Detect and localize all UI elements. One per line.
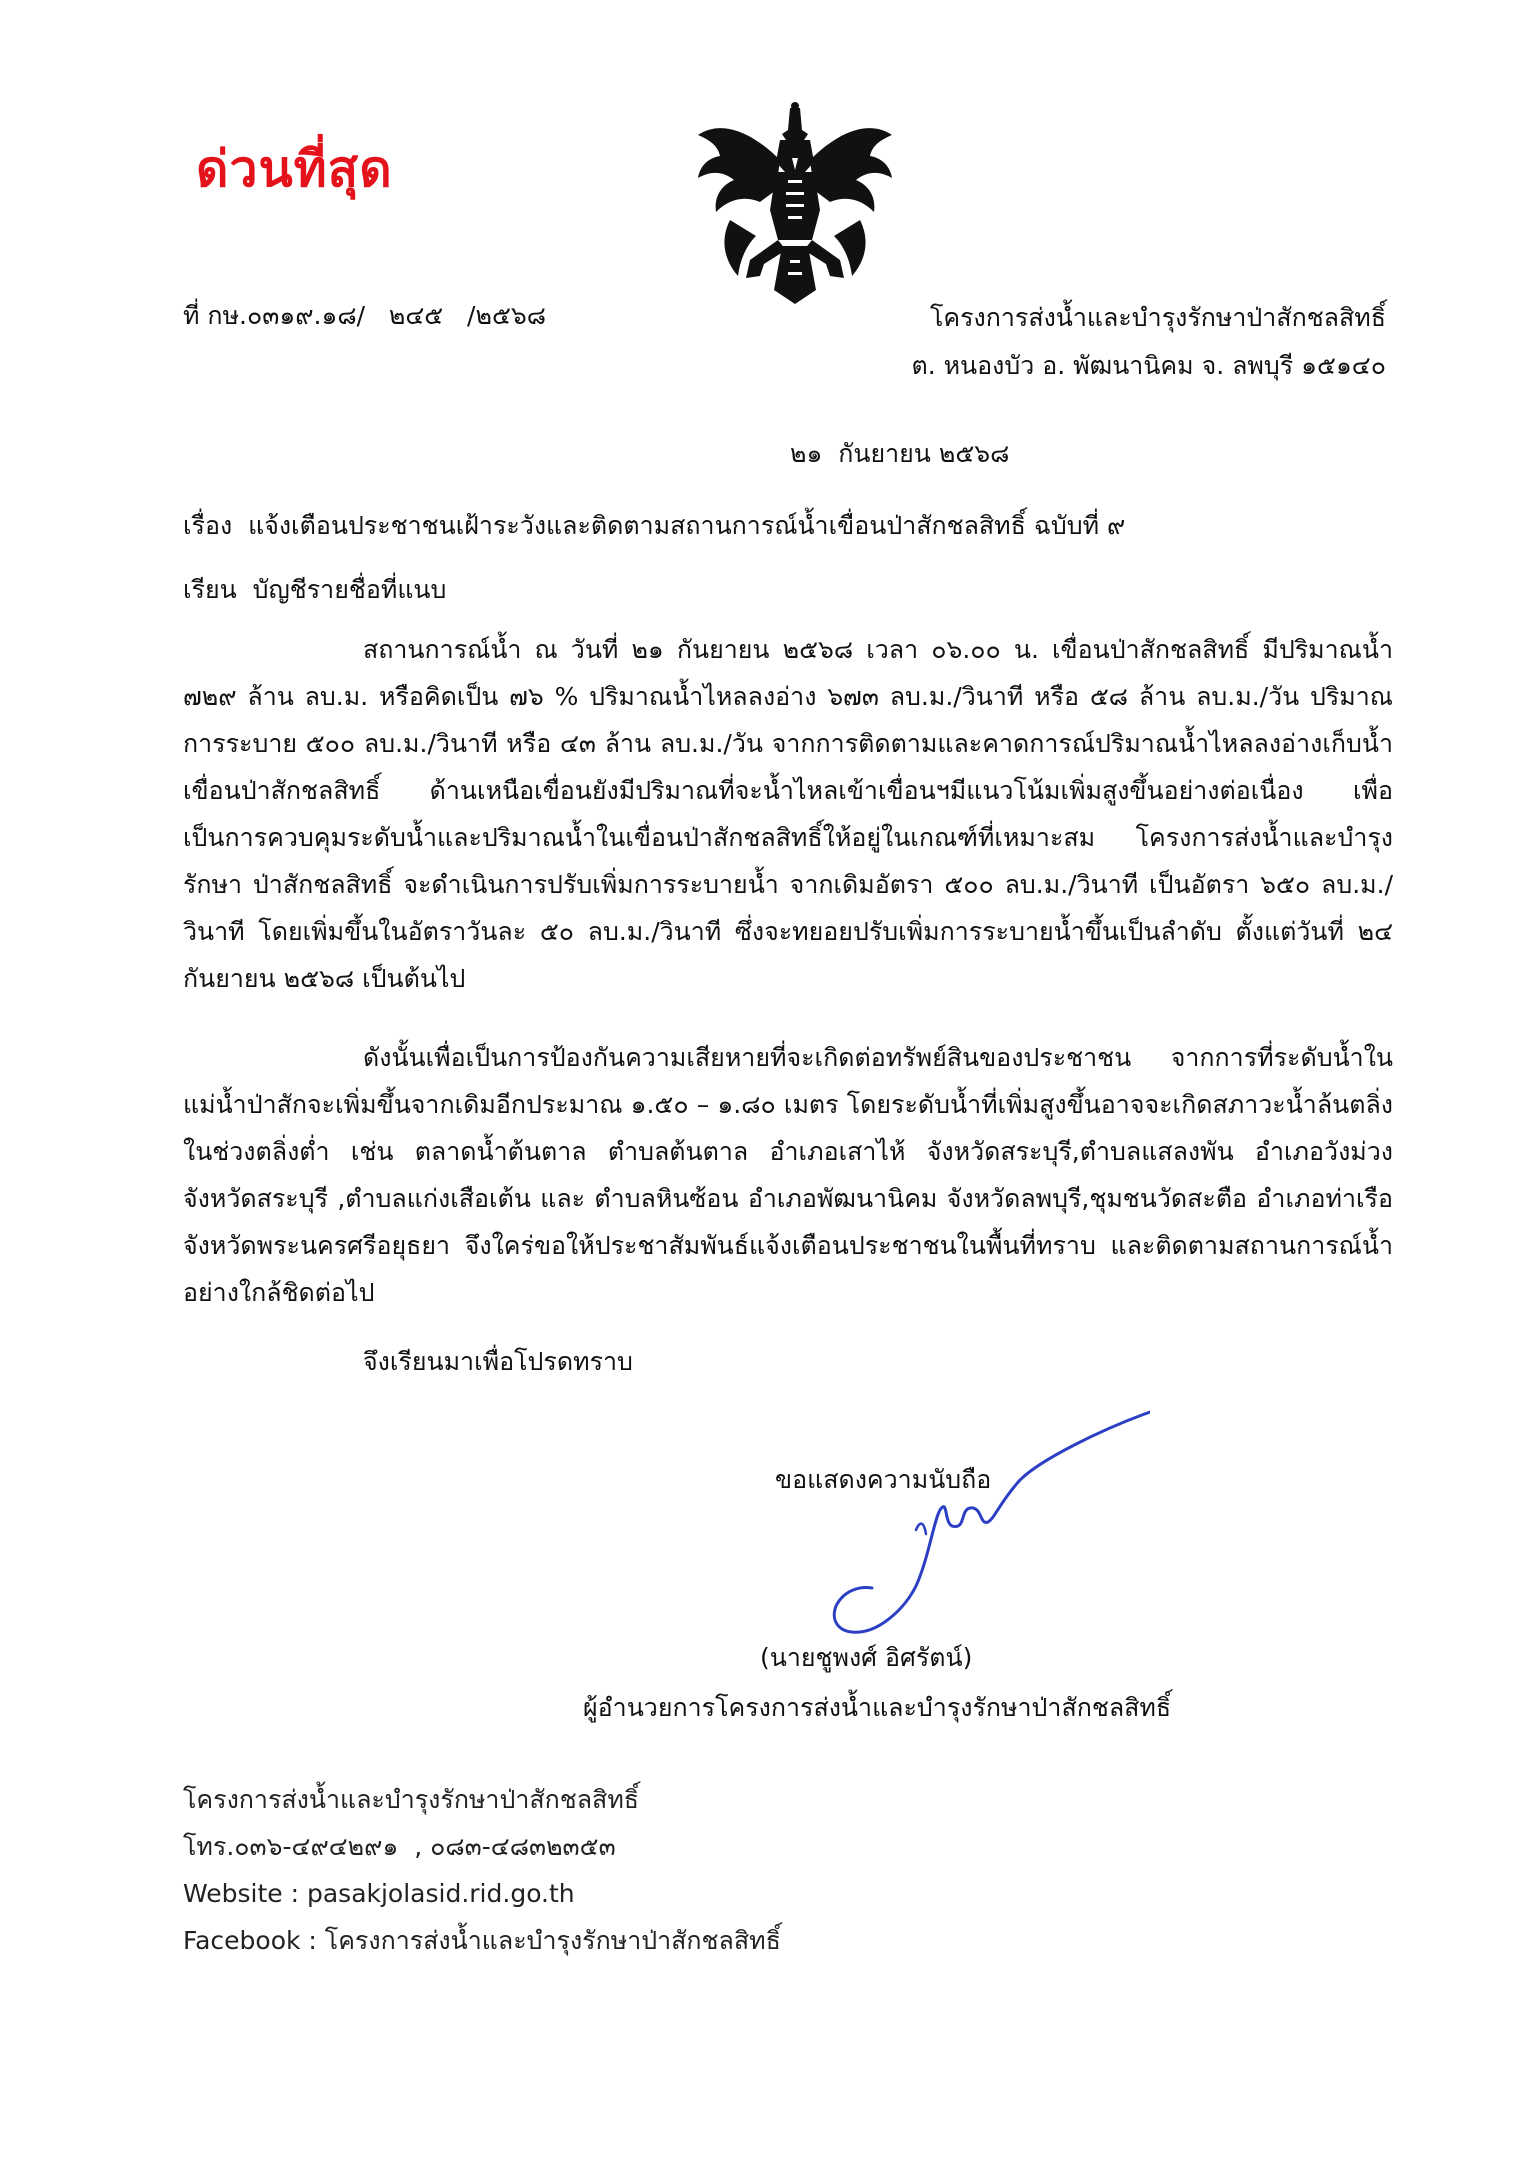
subject-line: เรื่อง แจ้งเตือนประชาชนเฝ้าระวังและติดตามสถานการณ์น้ำเขื่อนป่าสักชลสิทธิ์ ฉบับที่ ๙ (183, 511, 1126, 540)
garuda-emblem (690, 100, 900, 310)
footer-facebook[interactable]: Facebook : โครงการส่งน้ำและบำรุงรักษาป่าสักชลสิทธิ์ (183, 1926, 781, 1955)
footer-phone: โทร.๐๓๖-๔๙๔๒๙๑ , ๐๘๓-๔๘๓๒๓๕๓ (183, 1832, 616, 1861)
urgency-label: ด่วนที่สุด (196, 140, 393, 198)
footer-website[interactable]: Website : pasakjolasid.rid.go.th (183, 1879, 575, 1908)
sender-organization (911, 294, 1386, 390)
body-paragraph-2: ดังนั้นเพื่อเป็นการป้องกันความเสียหายที่จะเกิดต่อทรัพย์สินของประชาชน จากการที่ระดับน้ำในแม่น้ำป่าสักจะเพิ่มขึ้นจากเดิมอีกประมาณ ๑.๕๐ – ๑.๘๐ เมตร โดยระดับน้ำที่เพิ่มสูงขึ้นอาจจะเกิดสภาวะน้ำล้นตลิ่งในช่วงตลิ่งต่ำ เช่น ตลาดน้ำต้นตาล ตำบลต้นตาล อำเภอเสาไห้ จังหวัดสระบุรี,ตำบลแสลงพัน อำเภอวังม่วง จังหวัดสระบุรี ,ตำบลแก่งเสือเต้น และ ตำบลหินซ้อน อำเภอพัฒนานิคม จังหวัดลพบุรี,ชุมชนวัดสะตือ อำเภอท่าเรือ จังหวัดพระนครศรีอยุธยา จึงใคร่ขอให้ประชาสัมพันธ์แจ้งเตือนประชาชนในพื้นที่ทราบ และติดตามสถานการณ์น้ำอย่างใกล้ชิดต่อไป (183, 1043, 1393, 1307)
body-paragraph-1: สถานการณ์น้ำ ณ วันที่ ๒๑ กันยายน ๒๕๖๘ เวลา ๐๖.๐๐ น. เขื่อนป่าสักชลสิทธิ์ มีปริมาณน้ำ ๗๒๙ ล้าน ลบ.ม. หรือคิดเป็น ๗๖ % ปริมาณน้ำไหลลงอ่าง ๖๗๓ ลบ.ม./วินาที หรือ ๕๘ ล้าน ลบ.ม./วัน ปริมาณการระบาย ๕๐๐ ลบ.ม./วินาที หรือ ๔๓ ล้าน ลบ.ม./วัน จากการติดตามและคาดการณ์ปริมาณน้ำไหลลงอ่างเก็บน้ำเขื่อนป่าสักชลสิทธิ์ ด้านเหนือเขื่อนยังมีปริมาณที่จะน้ำไหลเข้าเขื่อนฯมีแนวโน้มเพิ่มสูงขึ้นอย่างต่อเนื่อง เพื่อเป็นการควบคุมระดับน้ำและปริมาณน้ำในเขื่อนป่าสักชลสิทธิ์ให้อยู่ในเกณฑ์ที่เหมาะสม โครงการส่งน้ำและบำรุงรักษา ป่าสักชลสิทธิ์ จะดำเนินการปรับเพิ่มการระบายน้ำ จากเดิมอัตรา ๕๐๐ ลบ.ม./วินาที เป็นอัตรา ๖๕๐ ลบ.ม./วินาที โดยเพิ่มขึ้นในอัตราวันละ ๕๐ ลบ.ม./วินาที ซึ่งจะทยอยปรับเพิ่มการระบายน้ำขึ้นเป็นลำดับ ตั้งแต่วันที่ ๒๔ กันยายน ๒๕๖๘ เป็นต้นไป (183, 635, 1393, 993)
document-date: ๒๑ กันยายน ๒๕๖๘ (790, 439, 1010, 468)
handwritten-signature (820, 1410, 1150, 1640)
organization-name: โครงการส่งน้ำและบำรุงรักษาป่าสักชลสิทธิ์ (929, 303, 1386, 332)
organization-address: ต. หนองบัว อ. พัฒนานิคม จ. ลพบุรี ๑๕๑๔๐ (911, 351, 1386, 380)
footer-organization: โครงการส่งน้ำและบำรุงรักษาป่าสักชลสิทธิ์ (183, 1785, 640, 1814)
reference-number: ที่ กษ.๐๓๑๙.๑๘/ ๒๔๕ /๒๕๖๘ (183, 301, 547, 330)
signer-name: (นายชูพงศ์ อิศรัตน์) (760, 1643, 973, 1672)
footer-contact (183, 1776, 781, 1964)
recipient-line: เรียน บัญชีรายชื่อที่แนบ (183, 575, 447, 604)
signer-title: ผู้อำนวยการโครงการส่งน้ำและบำรุงรักษาป่าสักชลสิทธิ์ (583, 1693, 1172, 1722)
closing-line: จึงเรียนมาเพื่อโปรดทราบ (363, 1347, 633, 1376)
regards-line: ขอแสดงความนับถือ (775, 1465, 992, 1494)
